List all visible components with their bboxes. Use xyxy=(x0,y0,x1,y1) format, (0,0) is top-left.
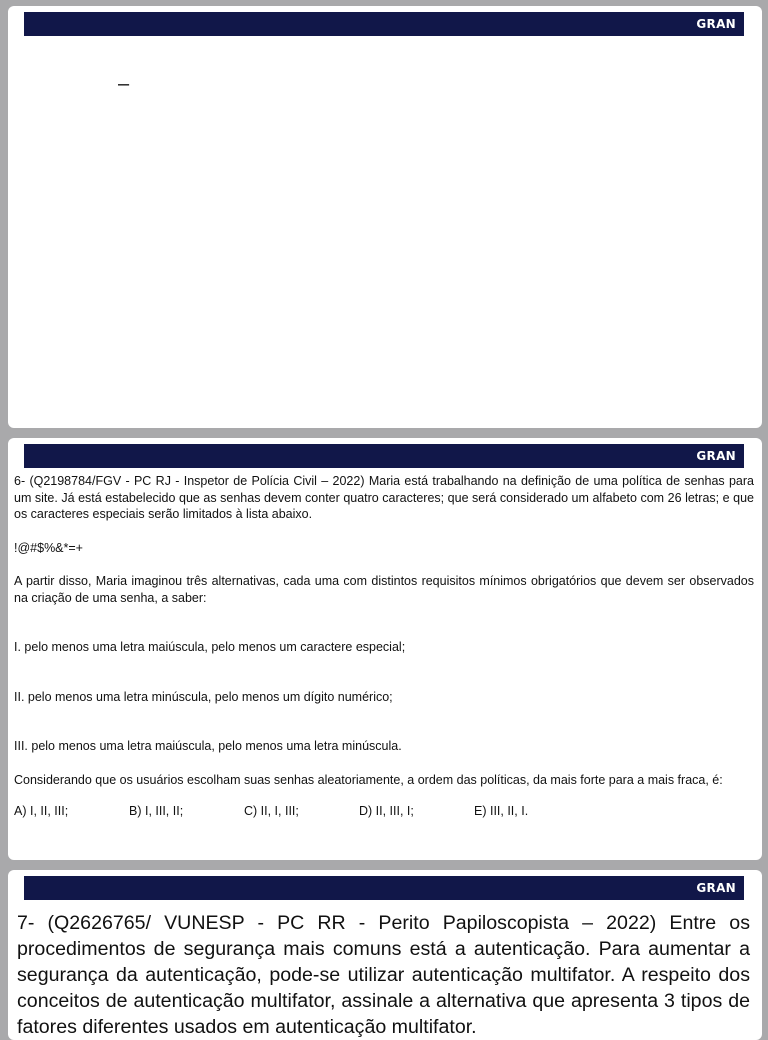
question-6 xyxy=(14,473,754,821)
slide-3 xyxy=(8,870,762,1040)
answer-options xyxy=(14,803,754,821)
policy-item-1: I. pelo menos uma letra maiúscula, pelo menos um caractere especial; xyxy=(14,640,406,654)
policy-item-2: II. pelo menos uma letra minúscula, pelo menos um dígito numérico; xyxy=(14,689,393,704)
option-e: E) III, II, I. xyxy=(474,804,529,818)
gran-logo: GRAN xyxy=(696,881,736,895)
question-stem: 6- (Q2198784/FGV - PC RJ - Inspetor de Polícia Civil – 2022) Maria está trabalhando na definição de uma política de senhas para um site. Já está estabelecido que as senhas devem conter quatro caracteres; que será considerado um alfabeto com 26 letras; e que os caracteres especiais serão limitados à lista abaixo. xyxy=(14,474,754,521)
option-c: C) II, I, III; xyxy=(244,804,299,818)
slide-header-bar xyxy=(24,444,744,468)
policy-item-3: III. pelo menos uma letra maiúscula, pelo menos uma letra minúscula. xyxy=(14,739,402,753)
option-a: A) I, II, III; xyxy=(14,804,69,818)
question-closing: Considerando que os usuários escolham suas senhas aleatoriamente, a ordem das políticas, da mais forte para a mais fraca, é: xyxy=(14,772,723,787)
option-d: D) II, III, I; xyxy=(359,804,414,818)
slide-header-bar xyxy=(24,876,744,900)
gran-logo: GRAN xyxy=(696,449,736,463)
special-characters-list: !@#$%&*=+ xyxy=(14,540,83,555)
question-intro: A partir disso, Maria imaginou três alternativas, cada uma com distintos requisitos mínimos obrigatórios que devem ser observados na criação de uma senha, a saber: xyxy=(14,574,754,605)
gran-logo: GRAN xyxy=(696,17,736,31)
question-7-stem: 7- (Q2626765/ VUNESP - PC RR - Perito Papiloscopista – 2022) Entre os procedimentos de segurança mais comuns está a autenticação. Para aumentar a segurança da autenticação, pode-se utilizar autenticação multifator. A respeito dos conceitos de autenticação multifator, assinale a alternativa que apresenta 3 tipos de fatores diferentes usados em autenticação multifator. xyxy=(17,912,750,1038)
slide-2 xyxy=(8,438,762,860)
slide-header-bar xyxy=(24,12,744,36)
dash-mark: – xyxy=(118,73,130,95)
slide-1 xyxy=(8,6,762,428)
option-b: B) I, III, II; xyxy=(129,804,184,818)
